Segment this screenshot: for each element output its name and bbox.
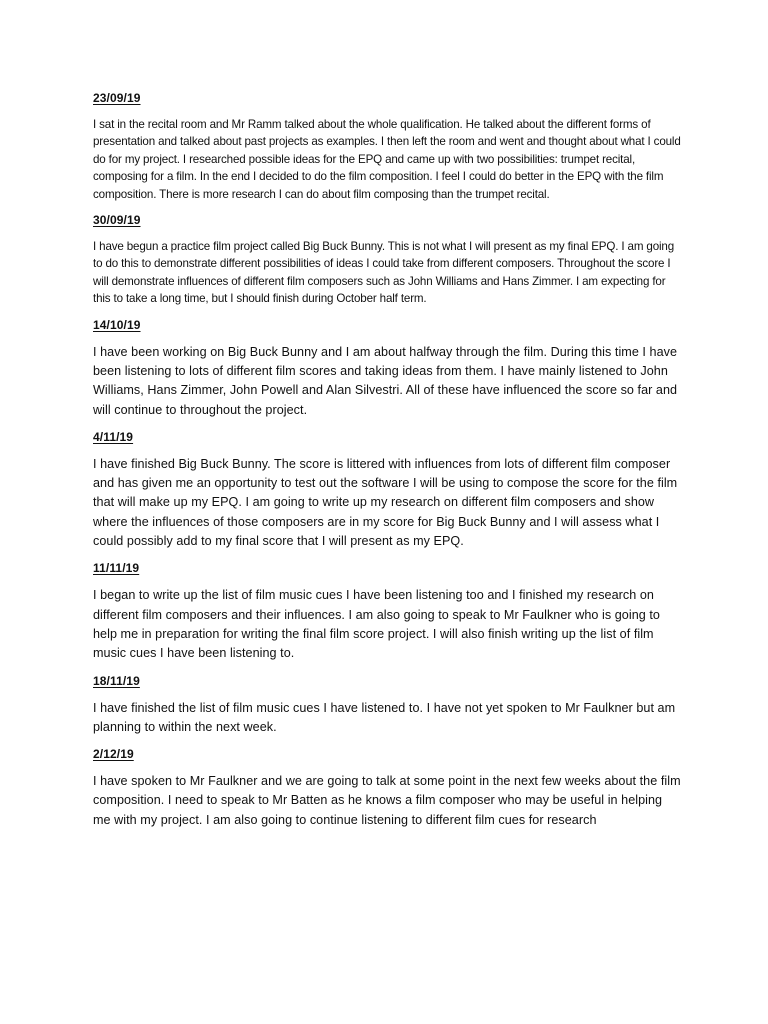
diary-entry bbox=[93, 561, 683, 663]
entry-date: 4/11/19 bbox=[93, 429, 134, 444]
diary-entry bbox=[93, 91, 683, 203]
diary-entry bbox=[93, 318, 683, 420]
entry-text: I have spoken to Mr Faulkner and we are going to talk at some point in the next few weeks about the film composition. I need to speak to Mr Batten as he knows a film composer who may be useful in helping me with my project. I am also going to continue listening to different film cues for research bbox=[93, 774, 681, 827]
diary-entry bbox=[93, 674, 683, 738]
diary-entry bbox=[93, 747, 683, 830]
entry-date: 11/11/19 bbox=[93, 561, 140, 576]
diary-entry bbox=[93, 213, 683, 308]
entry-text: I have been working on Big Buck Bunny and I am about halfway through the film. During this time I have been listening to lots of different film scores and taking ideas from them. I have mainly listened to John Williams, Hans Zimmer, John Powell and Alan Silvestri. All of these have influenced the score so far and will continue to throughout the project. bbox=[93, 344, 678, 417]
entry-date: 18/11/19 bbox=[93, 673, 140, 688]
entry-text: I began to write up the list of film music cues I have been listening too and I finished my research on different film composers and their influences. I am also going to speak to Mr Faulkner who is going to help me in preparation for writing the final film score project. I will also finish writing up the list of film music cues I have been listening to. bbox=[93, 588, 660, 661]
entry-date: 14/10/19 bbox=[93, 317, 141, 332]
entry-text: I sat in the recital room and Mr Ramm talked about the whole qualification. He talked about the different forms of presentation and talked about past projects as examples. I then left the room and went and thought about what I could do for my project. I researched possible ideas for the EPQ and came up with two possibilities: trumpet recital, composing for a film. In the end I decided to do the film composition. I feel I could do better in the EPQ with the film composition. There is more research I can do about film composing than the trumpet recital. bbox=[93, 118, 681, 201]
entry-text: I have finished Big Buck Bunny. The score is littered with influences from lots of different film composer and has given me an opportunity to test out the software I will be using to compose the score for the film that will make up my EPQ. I am going to write up my research on different film composers and show where the influences of those composers are in my score for Big Buck Bunny and I will assess what I could possibly add to my final score that I will present as my EPQ. bbox=[93, 456, 678, 549]
diary-entry bbox=[93, 430, 683, 551]
entry-date: 2/12/19 bbox=[93, 747, 134, 762]
entry-text: I have finished the list of film music cues I have listened to. I have not yet spoken to Mr Faulkner but am planning to within the next week. bbox=[93, 700, 676, 734]
diary-log bbox=[93, 91, 683, 840]
entry-date: 23/09/19 bbox=[93, 91, 141, 105]
entry-text: I have begun a practice film project called Big Buck Bunny. This is not what I will present as my final EPQ. I am going to do this to demonstrate different possibilities of ideas I could take from different composers. Throughout the score I will demonstrate influences of different film composers such as John Williams and Hans Zimmer. I am expecting for this to take a long time, but I should finish during October half term. bbox=[93, 240, 675, 306]
entry-date: 30/09/19 bbox=[93, 213, 141, 228]
